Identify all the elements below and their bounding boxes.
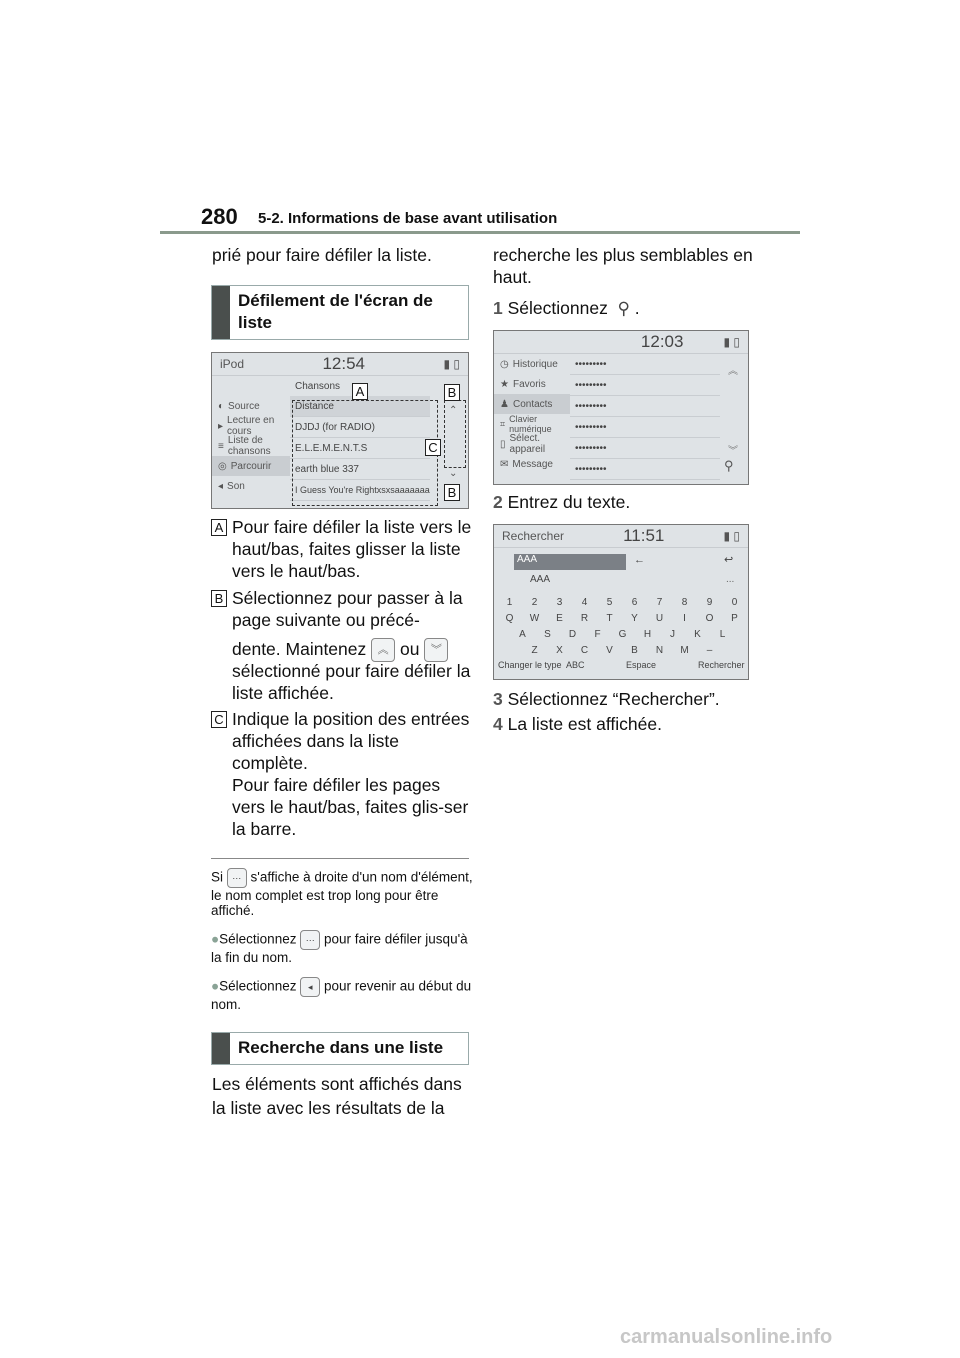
label-c: C: [425, 439, 441, 456]
menu-favorites[interactable]: ★ Favoris: [500, 378, 546, 390]
key[interactable]: 1: [506, 597, 513, 608]
key[interactable]: 8: [681, 597, 688, 608]
key[interactable]: V: [606, 645, 613, 656]
key[interactable]: R: [580, 613, 589, 624]
menu-contacts[interactable]: ♟ Contacts: [494, 394, 570, 414]
change-type-button[interactable]: Changer le type: [498, 660, 562, 670]
item-c-label: C: [211, 711, 227, 728]
right-continuation: recherche les plus semblables en haut.: [493, 245, 753, 287]
list-item[interactable]: earth blue 337: [290, 459, 430, 480]
key[interactable]: J: [670, 629, 675, 640]
page-up-icon[interactable]: ⌃: [449, 405, 458, 416]
scroll-name-icon: ⋯: [227, 868, 247, 888]
key[interactable]: I: [683, 613, 686, 624]
side-now-playing[interactable]: ▸ Lecture en cours: [218, 415, 275, 437]
key[interactable]: 2: [531, 597, 538, 608]
screen-clock: 11:51: [623, 526, 665, 545]
side-browse[interactable]: ◎ Parcourir: [212, 456, 290, 476]
note-bullet-2: ●Sélectionnez ◂ pour revenir au début du nom.: [211, 978, 472, 1012]
key[interactable]: X: [556, 645, 563, 656]
key[interactable]: 7: [656, 597, 663, 608]
contact-row[interactable]: •••••••••: [570, 459, 720, 480]
screen-title: Rechercher: [502, 529, 565, 543]
contact-row[interactable]: •••••••••: [570, 354, 720, 375]
suggestion[interactable]: AAA: [530, 574, 551, 585]
key[interactable]: C: [580, 645, 589, 656]
key[interactable]: W: [529, 613, 540, 624]
side-sound[interactable]: ◂ Son: [218, 480, 245, 492]
page-down-icon[interactable]: ︾: [728, 446, 738, 457]
ipod-list-screen: [211, 352, 469, 509]
key[interactable]: E: [556, 613, 563, 624]
search-button[interactable]: Rechercher: [698, 660, 745, 670]
abc-button[interactable]: ABC: [566, 660, 585, 670]
contact-row[interactable]: •••••••••: [570, 396, 720, 417]
signal-icon: ▮ ▯: [723, 529, 740, 543]
backspace-icon[interactable]: ←: [634, 554, 645, 566]
section-title: 5-2. Informations de base avant utilisation: [258, 210, 558, 227]
heading-search-list-text: Recherche dans une liste: [238, 1038, 444, 1057]
key[interactable]: P: [731, 613, 738, 624]
note-bullet-1: ●Sélectionnez ⋯ pour faire défiler jusqu'à la fin du nom.: [211, 931, 468, 965]
key[interactable]: 0: [731, 597, 738, 608]
key-row-4: [522, 640, 722, 658]
key[interactable]: 6: [631, 597, 638, 608]
key[interactable]: 9: [706, 597, 713, 608]
label-b-top: B: [444, 384, 460, 401]
step-4: 4 La liste est affichée.: [493, 714, 662, 734]
side-source[interactable]: ◐ Source: [218, 400, 260, 412]
item-c-text2: Pour faire défiler les pages vers le haut/bas, faites glis-ser la barre.: [232, 775, 469, 839]
page-up-double-chevron-icon: ︽: [371, 638, 395, 662]
more-suggestions[interactable]: ...: [726, 574, 735, 585]
note-text: Si ⋯ s'affiche à droite d'un nom d'élément, le nom complet est trop long pour être affiché.: [211, 869, 473, 918]
outro-text: Les éléments sont affichés dans la liste avec les résultats de la: [212, 1074, 462, 1118]
side-song-list[interactable]: ≡ Liste de chansons: [218, 435, 271, 457]
key[interactable]: U: [655, 613, 664, 624]
step-1: 1 Sélectionnez ⚲ .: [493, 298, 640, 319]
item-b-label: B: [211, 590, 227, 607]
search-icon[interactable]: ⚲: [724, 458, 734, 473]
key[interactable]: N: [655, 645, 664, 656]
scroll-area-outline: [292, 400, 438, 506]
key[interactable]: G: [618, 629, 627, 640]
key[interactable]: Z: [531, 645, 538, 656]
list-item[interactable]: E.L.E.M.E.N.T.S: [290, 438, 430, 459]
list-item[interactable]: DJDJ (for RADIO): [290, 417, 430, 438]
page-up-icon[interactable]: ︽: [728, 366, 738, 377]
key[interactable]: L: [719, 629, 726, 640]
key[interactable]: Y: [631, 613, 638, 624]
key[interactable]: O: [705, 613, 714, 624]
key[interactable]: D: [568, 629, 577, 640]
item-a-label: A: [211, 519, 227, 536]
phone-menu-screen: [493, 330, 749, 485]
search-keyboard-screen: [493, 524, 749, 680]
key[interactable]: 4: [581, 597, 588, 608]
page-number: 280: [201, 204, 238, 229]
heading-search-list: [211, 1032, 469, 1065]
tab-songs: Chansons: [295, 380, 341, 392]
key[interactable]: 3: [556, 597, 563, 608]
key[interactable]: A: [519, 629, 526, 640]
key[interactable]: F: [594, 629, 601, 640]
menu-select-device[interactable]: ▯ Sélect. appareil: [500, 433, 546, 455]
item-b-text3: sélectionné pour faire défiler la liste affichée.: [232, 661, 471, 703]
signal-icon: ▮ ▯: [443, 357, 460, 371]
note-divider: [211, 858, 469, 859]
step-2: 2 Entrez du texte.: [493, 492, 631, 512]
key[interactable]: T: [606, 613, 613, 624]
key[interactable]: B: [631, 645, 638, 656]
item-c-text: Indique la position des entrées affichées dans la liste complète.: [232, 709, 470, 773]
item-a-text: Pour faire défiler la liste vers le haut/bas, faites glisser la liste vers le haut/bas.: [232, 517, 472, 581]
screen-clock: 12:03: [640, 332, 684, 351]
space-button[interactable]: Espace: [626, 660, 657, 670]
key[interactable]: H: [643, 629, 652, 640]
menu-message[interactable]: ✉ Message: [500, 458, 553, 470]
return-icon[interactable]: ↩: [724, 554, 734, 566]
label-b-bottom: B: [444, 484, 460, 501]
key[interactable]: S: [544, 629, 551, 640]
header-rule: [160, 231, 800, 234]
heading-list-scroll-text: Défilement de l'écran de liste: [238, 291, 433, 332]
key[interactable]: 5: [606, 597, 613, 608]
list-item[interactable]: I Guess You're Rightxsxsaaaaaaa: [290, 480, 430, 501]
list-item[interactable]: Distance: [290, 396, 430, 417]
search-input[interactable]: AAA: [514, 554, 626, 570]
contact-row[interactable]: •••••••••: [570, 375, 720, 396]
intro-text: prié pour faire défiler la liste.: [212, 245, 432, 265]
scroll-name-icon: ⋯: [300, 930, 320, 950]
item-b-text1: Sélectionnez pour passer à la page suivante ou précé-: [232, 588, 463, 630]
heading-list-scroll: [211, 285, 469, 340]
key[interactable]: M: [680, 645, 689, 656]
menu-history[interactable]: ◷ Historique: [500, 358, 558, 370]
key[interactable]: –: [706, 645, 713, 656]
page-down-double-chevron-icon: ︾: [424, 638, 448, 662]
watermark: carmanualsonline.info: [620, 1326, 833, 1348]
step-3: 3 Sélectionnez “Rechercher”.: [493, 689, 720, 709]
page-down-icon[interactable]: ⌄: [449, 468, 458, 479]
screen-source-title: iPod: [220, 357, 245, 371]
key[interactable]: Q: [505, 613, 514, 624]
key[interactable]: K: [694, 629, 701, 640]
label-a: A: [352, 383, 368, 400]
contact-row[interactable]: •••••••••: [570, 438, 720, 459]
contact-row[interactable]: •••••••••: [570, 417, 720, 438]
screen-clock: 12:54: [322, 354, 366, 373]
signal-icon: ▮ ▯: [723, 335, 740, 349]
search-icon: ⚲: [617, 299, 630, 319]
back-to-start-icon: ◂: [300, 977, 320, 997]
menu-keypad[interactable]: ⌗ Clavier numérique: [500, 414, 552, 434]
item-b-line2: dente. Maintenez ︽ ou ︾: [232, 638, 472, 662]
